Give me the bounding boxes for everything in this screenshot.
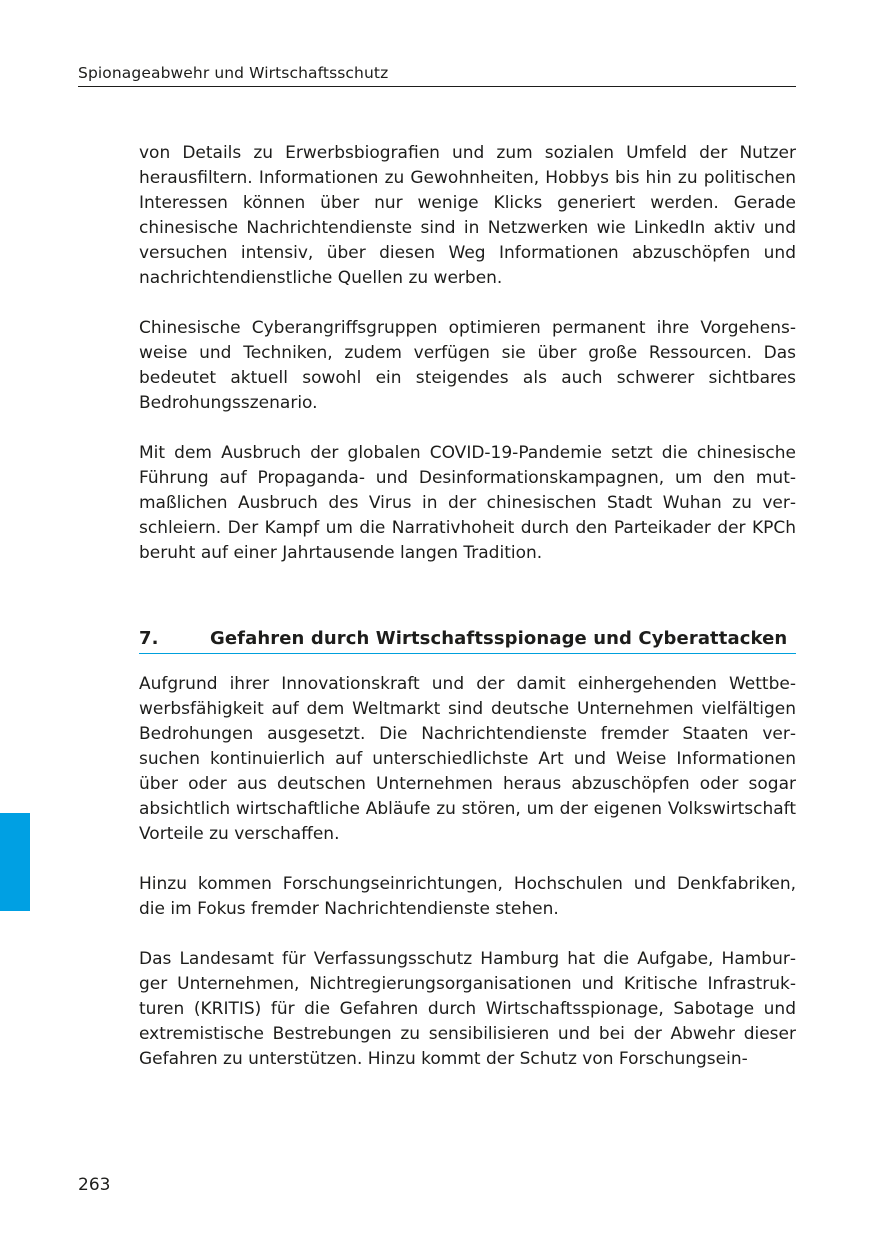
body-paragraph: Das Landesamt für Verfassungsschutz Hamburg hat die Aufgabe, Hamburger Unternehmen, Nichtregierungsorganisationen und Kritische Infrastrukturen (KRITIS) für die Gefahren durch Wirtschaftsspionage, Sabotage und extremistische Bestrebungen zu sensibilisieren und bei der Abwehr dieser Gefahren zu unterstützen. Hinzu kommt der Schutz von Forschungsein- (139, 949, 796, 1069)
chapter-tab-marker (0, 813, 30, 911)
section-title: Gefahren durch Wirtschaftsspionage und Cyberattacken (210, 628, 788, 649)
running-header: Spionageabwehr und Wirtschaftsschutz (78, 64, 796, 87)
section-number: 7. (139, 628, 159, 649)
page-body (139, 141, 796, 1072)
body-paragraph: Chinesische Cyberangriffsgruppen optimieren permanent ihre Vorgehensweise und Techniken, zudem verfügen sie über große Ressourcen. Das bedeutet aktuell sowohl ein steigendes als auch schwerer sichtbares Bedrohungsszenario. (139, 318, 796, 413)
body-paragraph: von Details zu Erwerbsbiografien und zum sozialen Umfeld der Nutzer herausfiltern. Informationen zu Gewohnheiten, Hobbys bis hin zu politischen Interessen können über nur wenige Klicks generiert werden. Gerade chinesische Nachrichtendienste sind in Netzwerken wie LinkedIn aktiv und versuchen intensiv, über diesen Weg Informationen abzuschöpfen und nachrichtendienstliche Quellen zu werben. (139, 143, 796, 288)
page-number: 263 (78, 1175, 111, 1195)
body-paragraph: Mit dem Ausbruch der globalen COVID-19-Pandemie setzt die chinesische Führung auf Propaganda- und Desinformationskampagnen, um den mutmaßlichen Ausbruch des Virus in der chinesischen Stadt Wuhan zu verschleiern. Der Kampf um die Narrativhoheit durch den Parteikader der KPCh beruht auf einer Jahrtausende langen Tradition. (139, 443, 796, 563)
body-paragraph: Hinzu kommen Forschungseinrichtungen, Hochschulen und Denkfabriken, die im Fokus fremder Nachrichtendienste stehen. (139, 874, 796, 919)
section-heading (139, 626, 796, 654)
body-paragraph: Aufgrund ihrer Innovationskraft und der damit einhergehenden Wettbewerbsfähigkeit auf dem Weltmarkt sind deutsche Unternehmen vielfältigen Bedrohungen ausgesetzt. Die Nachrichtendienste fremder Staaten versuchen kontinuierlich auf unterschiedlichste Art und Weise Informationen über oder aus deutschen Unternehmen heraus abzuschöpfen oder sogar absichtlich wirtschaftliche Abläufe zu stören, um der eigenen Volkswirtschaft Vorteile zu verschaffen. (139, 674, 796, 844)
